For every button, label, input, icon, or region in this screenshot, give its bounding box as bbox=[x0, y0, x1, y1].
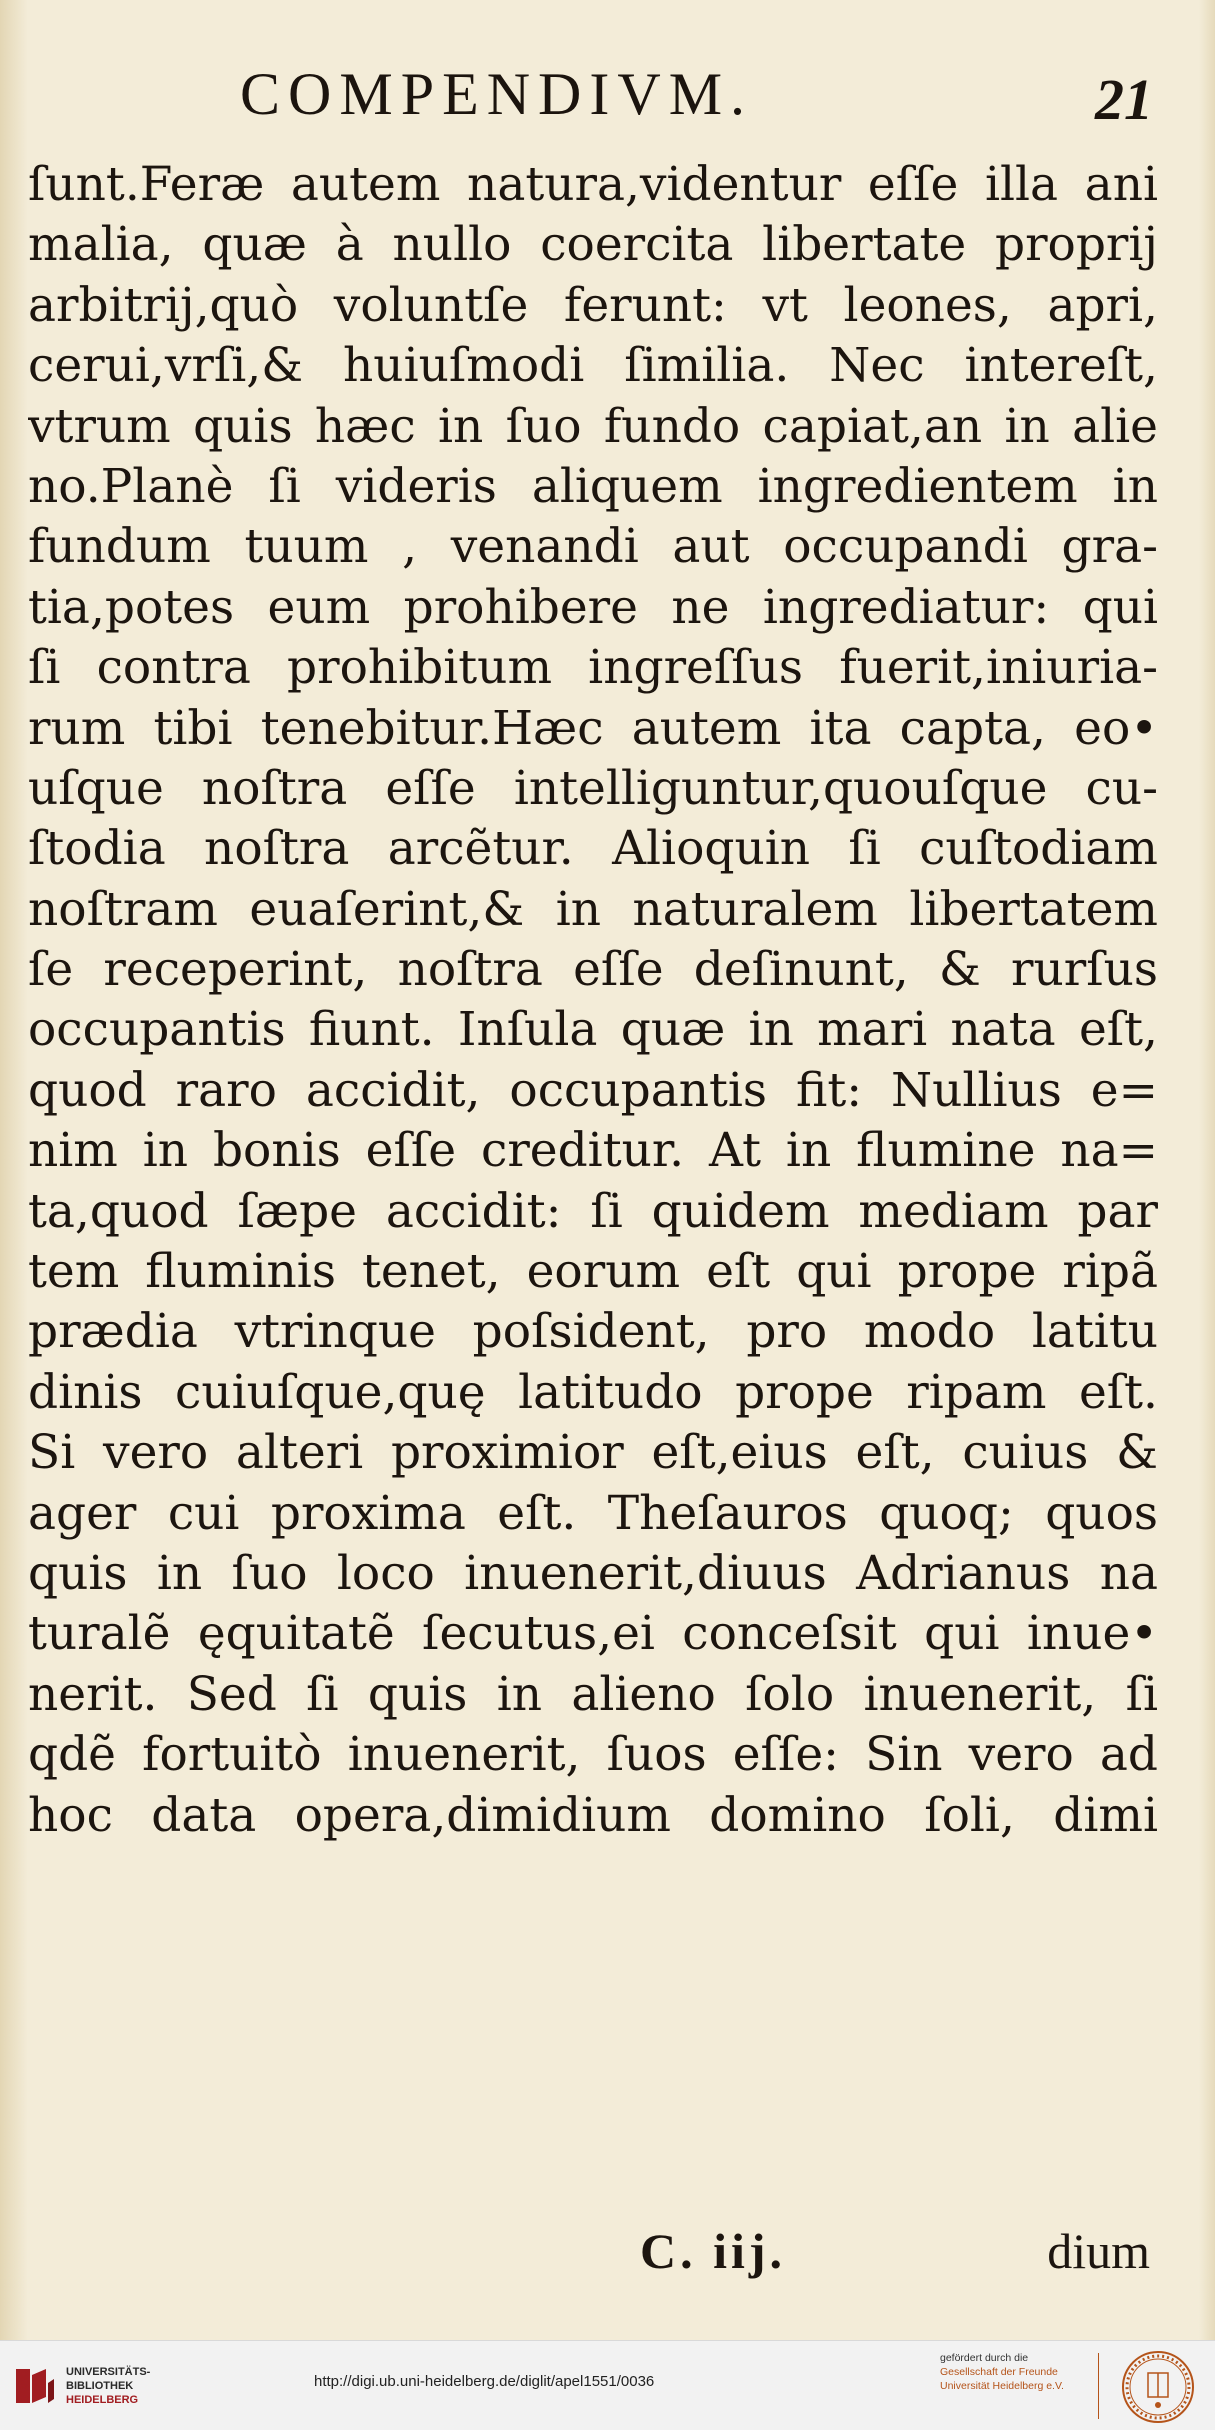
text-line: arbitrij,quò voluntſe ferunt: vt leones, apri, bbox=[28, 277, 1158, 333]
body-text bbox=[28, 155, 1158, 1846]
viewer-footer bbox=[0, 2340, 1215, 2430]
text-line: cerui,vrſi,& huiuſmodi ſimilia. Nec intereſt, bbox=[28, 338, 1158, 394]
text-line: rum tibi tenebitur.Hæc autem ita capta, eo• bbox=[28, 700, 1158, 756]
permalink-url[interactable]: http://digi.ub.uni-heidelberg.de/diglit/apel1551/0036 bbox=[314, 2373, 655, 2390]
text-line: qdẽ fortuitò inuenerit, ſuos eſſe: Sin vero ad bbox=[28, 1727, 1158, 1783]
text-line: ta,quod ſæpe accidit: ſi quidem mediam par bbox=[28, 1183, 1158, 1239]
text-line: nerit. Sed ſi quis in alieno ſolo inuenerit, ſi bbox=[28, 1666, 1158, 1722]
text-line: ſe receperint, noſtra eſſe deſinunt, & rurſus bbox=[28, 942, 1158, 998]
library-name-line1: UNIVERSITÄTS- bbox=[66, 2366, 151, 2378]
text-line: quod raro accidit, occupantis fit: Nullius e= bbox=[28, 1062, 1158, 1118]
university-seal-icon bbox=[1118, 2349, 1198, 2425]
text-line: dinis cuiuſque,quę latitudo prope ripam eſt. bbox=[28, 1364, 1158, 1420]
text-line: tem fluminis tenet, eorum eſt qui prope ripã bbox=[28, 1244, 1158, 1300]
text-line: uſque noſtra eſſe intelliguntur,quouſque cu- bbox=[28, 760, 1158, 816]
gathering-signature: C. iij. bbox=[640, 2223, 787, 2279]
text-line: prædia vtrinque poſsident, pro modo latitu bbox=[28, 1304, 1158, 1360]
text-line: Si vero alteri proximior eſt,eius eſt, cuius & bbox=[28, 1425, 1158, 1481]
text-line: turalẽ ęquitatẽ ſecutus,ei conceſsit qui inue• bbox=[28, 1606, 1158, 1662]
sponsor-divider bbox=[1098, 2353, 1099, 2419]
page-number: 21 bbox=[1095, 67, 1153, 132]
signature-catchword-line bbox=[640, 2222, 1150, 2282]
text-line: fundum tuum , venandi aut occupandi gra- bbox=[28, 519, 1158, 575]
university-library-name bbox=[66, 2365, 150, 2407]
sponsor-name-line1: Gesellschaft der Freunde bbox=[940, 2366, 1058, 2378]
catchword: dium bbox=[1047, 2223, 1150, 2279]
text-line: ſtodia noſtra arcẽtur. Alioquin ſi cuſtodiam bbox=[28, 821, 1158, 877]
text-line: ager cui proxima eſt. Theſauros quoq; quos bbox=[28, 1485, 1158, 1541]
sponsor-label: gefördert durch die bbox=[940, 2352, 1029, 2364]
sponsor-name-line2: Universität Heidelberg e.V. bbox=[940, 2380, 1064, 2392]
text-line: hoc data opera,dimidium domino ſoli, dimi bbox=[28, 1787, 1158, 1843]
text-line: ſi contra prohibitum ingreſſus fuerit,iniuria- bbox=[28, 640, 1158, 696]
running-title: COMPENDIVM. bbox=[240, 61, 754, 127]
text-line: noſtram euaſerint,& in naturalem libertatem bbox=[28, 881, 1158, 937]
university-library-logo-icon bbox=[14, 2365, 56, 2407]
text-line: ſunt.Feræ autem natura,videntur eſſe illa ani bbox=[28, 157, 1158, 212]
running-header bbox=[0, 48, 1215, 148]
text-line: tia,potes eum prohibere ne ingrediatur: qui bbox=[28, 579, 1158, 635]
text-line: no.Planè ſi videris aliquem ingredientem in bbox=[28, 458, 1158, 514]
text-line: malia, quæ à nullo coercita libertate proprij bbox=[28, 217, 1158, 273]
text-line: occupantis fiunt. Inſula quæ in mari nata eſt, bbox=[28, 1002, 1158, 1058]
library-name-line3: HEIDELBERG bbox=[66, 2394, 139, 2406]
library-name-line2: BIBLIOTHEK bbox=[66, 2380, 134, 2392]
text-line: quis in ſuo loco inuenerit,diuus Adrianus na bbox=[28, 1545, 1158, 1601]
text-line: vtrum quis hæc in ſuo fundo capiat,an in alie bbox=[28, 398, 1158, 454]
text-line: nim in bonis eſſe creditur. At in flumine na= bbox=[28, 1123, 1158, 1179]
sponsor-credit bbox=[940, 2351, 1090, 2393]
